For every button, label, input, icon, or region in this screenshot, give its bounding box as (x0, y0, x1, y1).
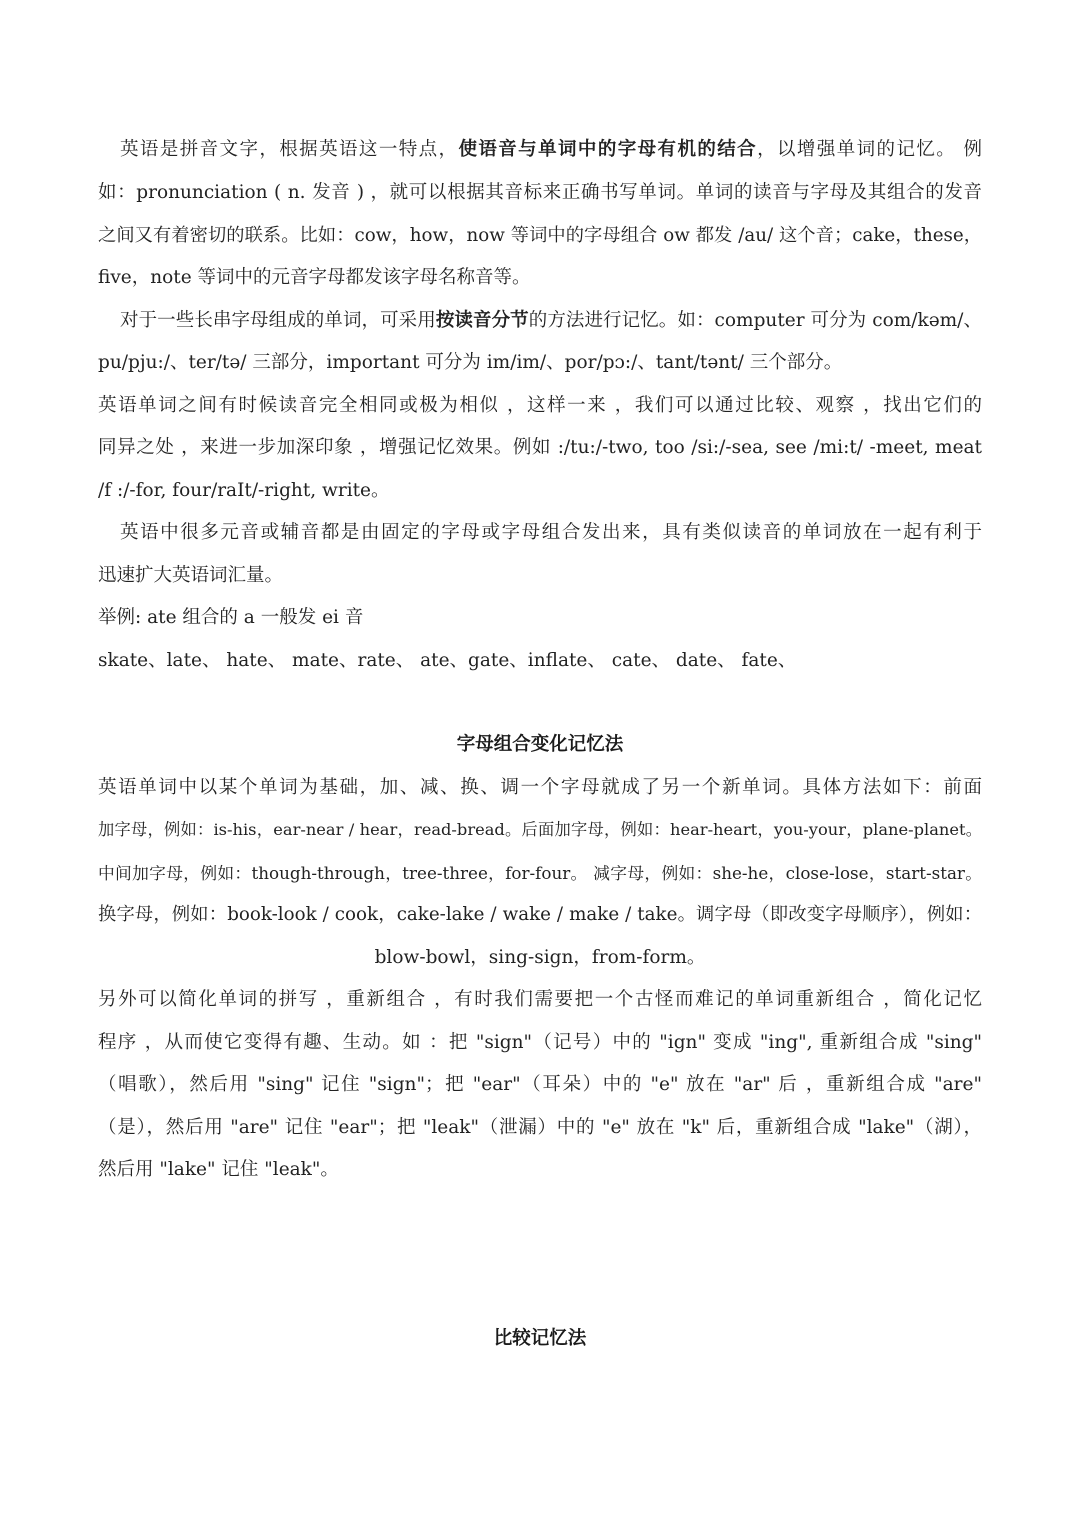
para4-line1: 英语中很多元音或辅音都是由固定的字母或字母组合发出来，具有类似读音的单词放在一起有利于 (120, 522, 982, 543)
section2-line3: 中间加字母，例如：though-through，tree-three，for-four。 减字母，例如：she-he，close-lose，start-star。 (98, 863, 982, 883)
para3-line1: 英语单词之间有时候读音完全相同或极为相似 ，这样一来 ，我们可以通过比较、观察 ，找出它们的 (98, 395, 982, 416)
section2-line6: 另外可以简化单词的拼写 ，重新组合 ，有时我们需要把一个古怪而难记的单词重新组合 ，简化记忆 (98, 989, 982, 1010)
section2-line4: 换字母，例如：book-look / cook，cake-lake / wake / make / take。调字母（即改变字母顺序），例如： (98, 904, 982, 925)
para3-line2: 同异之处 ，来进一步加深印象 ，增强记忆效果。例如 :/tu:/-two, too /si:/-sea, see /mi:t/ -meet, meat (98, 437, 982, 458)
para1-bold-phrase: 使语音与单词中的字母有机的结合 (458, 139, 758, 160)
para2-line2: pu/pju:/、ter/tə/ 三部分，important 可分为 im/im/、por/pɔ:/、tant/tənt/ 三个部分。 (98, 352, 843, 373)
para4-line2: 迅速扩大英语词汇量。 (98, 565, 284, 586)
section2-line8: （唱歌），然后用 "sing" 记住 "sign"；把 "ear"（耳朵）中的 "e" 放在 "ar" 后 ，重新组合成 "are" (98, 1074, 982, 1095)
para2-text-a: 对于一些长串字母组成的单词，可采用 (120, 310, 436, 331)
para1-text-a: 英语是拼音文字，根据英语这一特点， (120, 139, 459, 160)
para2-line1 (120, 309, 982, 333)
para1-line4: five，note 等词中的元音字母都发该字母名称音等。 (98, 267, 531, 288)
para3-line3: /f :/-for, four/raIt/-right, write。 (98, 480, 390, 501)
section-heading-comparison: 比较记忆法 (493, 1328, 587, 1349)
section2-line5: blow-bowl，sing-sign，from-form。 (374, 947, 706, 968)
section2-line2: 加字母，例如：is-his，ear-near / hear，read-bread。后面加字母，例如：hear-heart，you-your，plane-planet。 (98, 820, 982, 839)
section-heading-letter-combination: 字母组合变化记忆法 (456, 734, 624, 755)
section2-line10: 然后用 "lake" 记住 "leak"。 (98, 1159, 339, 1180)
section2-line9: （是），然后用 "are" 记住 "ear"；把 "leak"（泄漏）中的 "e" 放在 "k" 后，重新组合成 "lake"（湖）， (98, 1117, 982, 1138)
para1-line3: 之间又有着密切的联系。比如：cow，how，now 等词中的字母组合 ow 都发 /au/ 这个音；cake，these， (98, 225, 982, 246)
section2-line1: 英语单词中以某个单词为基础，加、减、换、调一个字母就成了另一个新单词。具体方法如下：前面 (98, 777, 982, 798)
para2-text-b: 的方法进行记忆。如：computer 可分为 com/kəm/、 (528, 310, 982, 331)
para4-word-list: skate、late、 hate、 mate、rate、 ate、gate、inflate、 cate、 date、 fate、 (98, 650, 797, 671)
section2-line7: 程序 ，从而使它变得有趣、生动。如 ：把 "sign"（记号）中的 "ign" 变成 "ing", 重新组合成 "sing" (98, 1032, 982, 1053)
para4-line3: 举例: ate 组合的 a 一般发 ei 音 (98, 607, 364, 628)
para1-text-b: ，以增强单词的记忆。 例 (757, 139, 982, 160)
para2-bold-phrase: 按读音分节 (435, 310, 529, 331)
para1-line2: 如：pronunciation ( n. 发音 ) ，就可以根据其音标来正确书写单词。单词的读音与字母及其组合的发音 (98, 182, 982, 203)
para1-line1 (120, 138, 982, 162)
